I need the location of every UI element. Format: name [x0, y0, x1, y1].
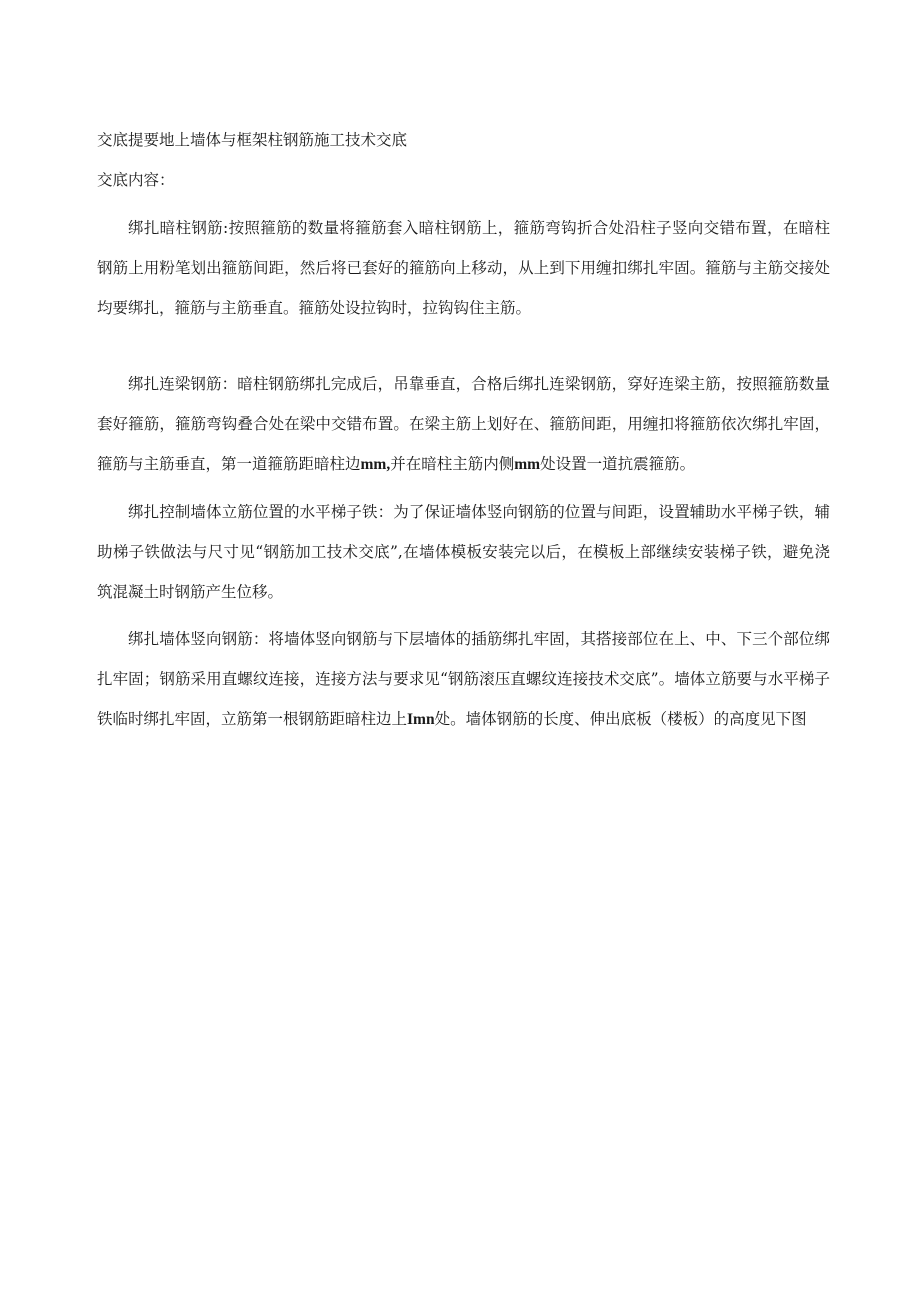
unit-mm-1: mm, — [360, 456, 391, 473]
document-body — [97, 120, 830, 740]
paragraph-ladder-bar — [97, 492, 830, 612]
paragraph-coupling-beam-text-1: 绑扎连梁钢筋：暗柱钢筋绑扎完成后，吊靠垂直，合格后绑扎连梁钢筋，穿好连梁主筋，按照箍筋数量套好箍筋，箍筋弯钩叠合处在梁中交错布置。在梁主筋上划好在、箍筋间距，用缠扣将箍筋依次绑扎牢固，箍筋与主筋垂直，第一道箍筋距暗柱边 — [97, 375, 830, 473]
document-title: 交底提要地上墙体与框架柱钢筋施工技术交底 — [97, 131, 408, 149]
content-label: 交底内容： — [97, 171, 175, 189]
paragraph-wall-vertical-text-2: 处。墙体钢筋的长度、伸出底板（楼板）的高度见下图 — [434, 710, 807, 728]
paragraph-column-rebar — [97, 208, 830, 328]
unit-imn: Imn — [407, 711, 435, 728]
paragraph-wall-vertical-text-1: 绑扎墙体竖向钢筋：将墙体竖向钢筋与下层墙体的插筋绑扎牢固，其搭接部位在上、中、下三个部位绑扎牢固；钢筋采用直螺纹连接，连接方法与要求见“钢筋滚压直螺纹连接技术交底”。墙体立筋要与水平梯子铁临时绑扎牢固，立筋第一根钢筋距暗柱边上 — [97, 630, 830, 728]
paragraph-coupling-beam-text-2: 并在暗柱主筋内侧 — [390, 455, 515, 473]
paragraph-ladder-bar-text: 绑扎控制墙体立筋位置的水平梯子铁：为了保证墙体竖向钢筋的位置与间距，设置辅助水平梯子铁，辅助梯子铁做法与尺寸见“钢筋加工技术交底”,在墙体模板安装完以后，在模板上部继续安装梯子铁，避免浇筑混凝土时钢筋产生位移。 — [97, 503, 830, 601]
paragraph-coupling-beam-text-3: 处设置一道抗震箍筋。 — [540, 455, 696, 473]
paragraph-column-rebar-text: 绑扎暗柱钢筋:按照箍筋的数量将箍筋套入暗柱钢筋上，箍筋弯钩折合处沿柱子竖向交错布置，在暗柱钢筋上用粉笔划出箍筋间距，然后将已套好的箍筋向上移动，从上到下用缠扣绑扎牢固。箍筋与主筋交接处均要绑扎，箍筋与主筋垂直。箍筋处设拉钩时，拉钩钩住主筋。 — [97, 219, 830, 317]
unit-mm-2: mm — [514, 456, 541, 473]
paragraph-coupling-beam-rebar — [97, 364, 830, 485]
paragraph-wall-vertical-rebar — [97, 619, 830, 740]
